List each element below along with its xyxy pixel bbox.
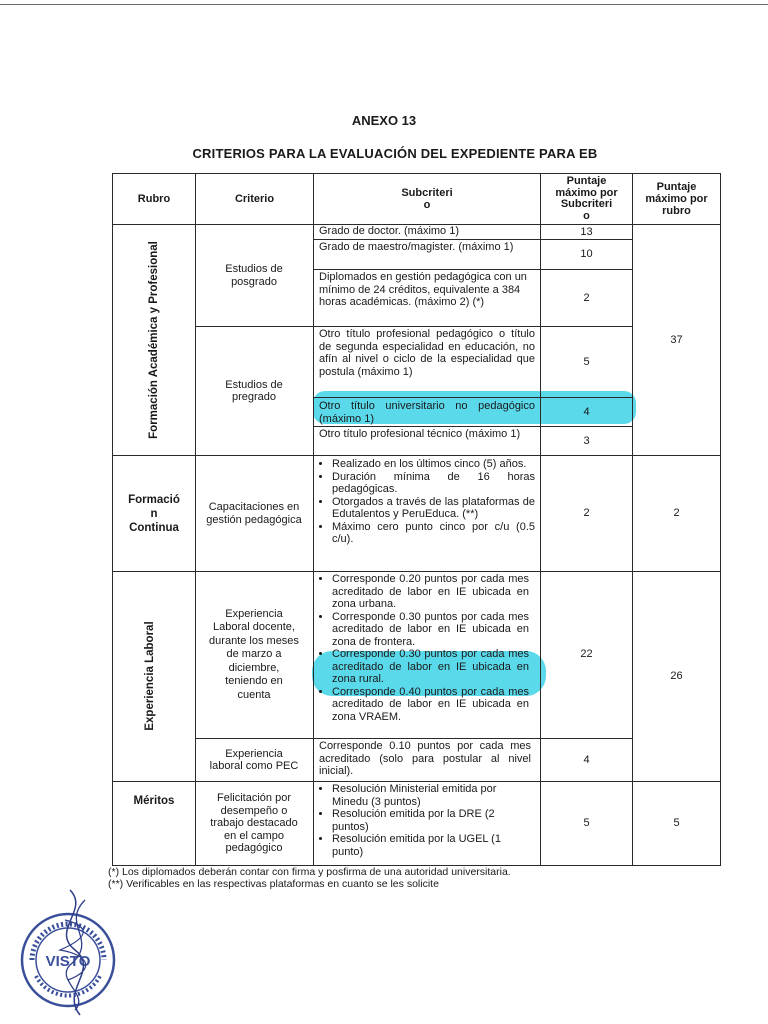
score-meritos: 5 <box>583 817 590 830</box>
subcriterio-doctor: Grado de doctor. (máximo 1) <box>319 225 460 237</box>
header-puntaje-rubro-line-2: máximo por <box>645 193 708 205</box>
header-puntaje-sub-line-2: máximo por <box>555 186 618 199</box>
score-titulo-tecnico: 3 <box>583 434 590 447</box>
rubro-meritos: Méritos <box>133 795 175 807</box>
subcriterio-capacitaciones-list <box>319 458 535 570</box>
rubro-experiencia-laboral: Experiencia Laboral <box>144 621 156 731</box>
score-experiencia-pec: 4 <box>583 753 590 766</box>
bullet-resolucion-ministerial: • Resolución Ministerial emitida por Minedu (3 puntos) <box>332 783 533 808</box>
footnote-verificables: (**) Verificables en las respectivas plataformas en cuanto se les solicite <box>108 878 439 890</box>
bullet-zona-rural: • Corresponde 0.30 puntos por cada mes acreditado de labor en IE ubicada en zona rural. <box>332 648 529 686</box>
header-subcriterio <box>314 174 540 224</box>
document-title: CRITERIOS PARA LA EVALUACIÓN DEL EXPEDIENTE PARA EB <box>192 146 598 161</box>
subcriterio-otro-titulo-pedagogico: Otro título profesional pedagógico o título de segunda especialidad en educación, no afín al nivel o ciclo de la especialidad que postula (máximo 1) <box>319 328 535 378</box>
header-puntaje-sub-line-1: Puntaje <box>566 175 607 187</box>
criterio-pregrado: Estudios de pregrado <box>225 378 283 403</box>
footnote-diplomados: (*) Los diplomados deberán contar con firma y posfirma de una autoridad universitaria. <box>108 866 511 878</box>
subcriterio-diplomados: Diplomados en gestión pedagógica con un mínimo de 24 créditos, equivalente a 384 horas académicas. (máximo 2) (*) <box>319 271 527 308</box>
bullet-otorgados: • Otorgados a través de las plataformas de Edutalentos y PeruEduca. (**) <box>332 496 535 521</box>
header-subcriterio-line-1: Subcriteri <box>401 186 453 199</box>
bullet-zona-urbana: • Corresponde 0.20 puntos por cada mes acreditado de labor en IE ubicada en zona urbana. <box>332 573 529 611</box>
bullet-realizado: • Realizado en los últimos cinco (5) años. <box>332 458 535 471</box>
header-puntaje-sub-line-3: Subcriteri <box>560 198 613 210</box>
subcriterio-experiencia-list <box>319 573 529 737</box>
subcriterio-maestro: Grado de maestro/magister. (máximo 1) <box>319 241 514 253</box>
annex-title: ANEXO 13 <box>351 113 417 128</box>
subcriterio-titulo-tecnico: Otro título profesional técnico (máximo 1) <box>319 428 521 440</box>
rubro-continua-line-2: n <box>150 507 158 520</box>
header-puntaje-subcriterio <box>541 174 632 224</box>
total-experiencia: 26 <box>670 670 683 683</box>
header-rubro: Rubro <box>137 192 171 205</box>
score-maestro: 10 <box>580 248 593 261</box>
criterio-experiencia-docente: Experiencia Laboral docente, durante los meses de marzo a diciembre, teniendo en cuenta <box>209 607 299 701</box>
header-criterio: Criterio <box>234 192 275 205</box>
bullet-duracion: • Duración mínima de 16 horas pedagógicas. <box>332 471 535 496</box>
total-meritos: 5 <box>673 817 680 830</box>
subcriterio-titulo-no-pedagogico: Otro título universitario no pedagógico (máximo 1) <box>319 400 535 425</box>
header-puntaje-rubro <box>633 174 720 224</box>
header-puntaje-rubro-line-3: rubro <box>662 205 691 217</box>
bullet-resolucion-dre: • Resolución emitida por la DRE (2 puntos) <box>332 808 533 833</box>
subcriterio-experiencia-pec: Corresponde 0.10 puntos por cada mes acreditado (solo para postular al nivel inicial). <box>319 740 531 777</box>
rubro-continua-line-3: Continua <box>129 521 179 534</box>
handwritten-signature <box>30 880 130 1020</box>
rubro-continua-line-1: Formació <box>128 493 180 506</box>
criterio-experiencia-pec: Experiencia laboral como PEC <box>209 747 299 772</box>
header-subcriterio-line-2: o <box>423 199 431 211</box>
bullet-zona-vraem: • Corresponde 0.40 puntos por cada mes acreditado de labor en IE ubicada en zona VRAEM. <box>332 686 529 724</box>
criterio-capacitaciones: Capacitaciones en gestión pedagógica <box>206 501 302 526</box>
score-experiencia-docente: 22 <box>580 648 593 660</box>
rubro-formacion-academica: Formación Académica y Profesional <box>148 241 160 439</box>
bullet-maximo: • Máximo cero punto cinco por c/u (0.5 c/u). <box>332 521 535 546</box>
footnotes <box>108 866 511 890</box>
score-capacitaciones: 2 <box>583 507 590 520</box>
header-puntaje-rubro-line-1: Puntaje <box>656 181 697 193</box>
criterio-felicitacion: Felicitación por desempeño o trabajo destacado en el campo pedagógico <box>210 792 298 855</box>
bullet-zona-frontera: • Corresponde 0.30 puntos por cada mes acreditado de labor en IE ubicada en zona de frontera. <box>332 611 529 649</box>
score-doctor: 13 <box>580 225 593 238</box>
stamp-visto-text: VISTO <box>45 953 91 970</box>
criterio-posgrado: Estudios de posgrado <box>225 263 283 288</box>
total-formacion: 37 <box>670 333 683 346</box>
rubro-formacion-continua <box>113 456 195 571</box>
score-otro-titulo-pedagogico: 5 <box>583 355 590 368</box>
score-titulo-no-pedagogico: 4 <box>583 405 590 418</box>
bullet-resolucion-ugel: • Resolución emitida por la UGEL (1 punto) <box>332 833 533 858</box>
score-diplomados: 2 <box>583 291 590 304</box>
total-continua: 2 <box>673 507 680 520</box>
subcriterio-meritos-list <box>319 783 533 865</box>
header-puntaje-sub-line-4: o <box>583 209 590 222</box>
